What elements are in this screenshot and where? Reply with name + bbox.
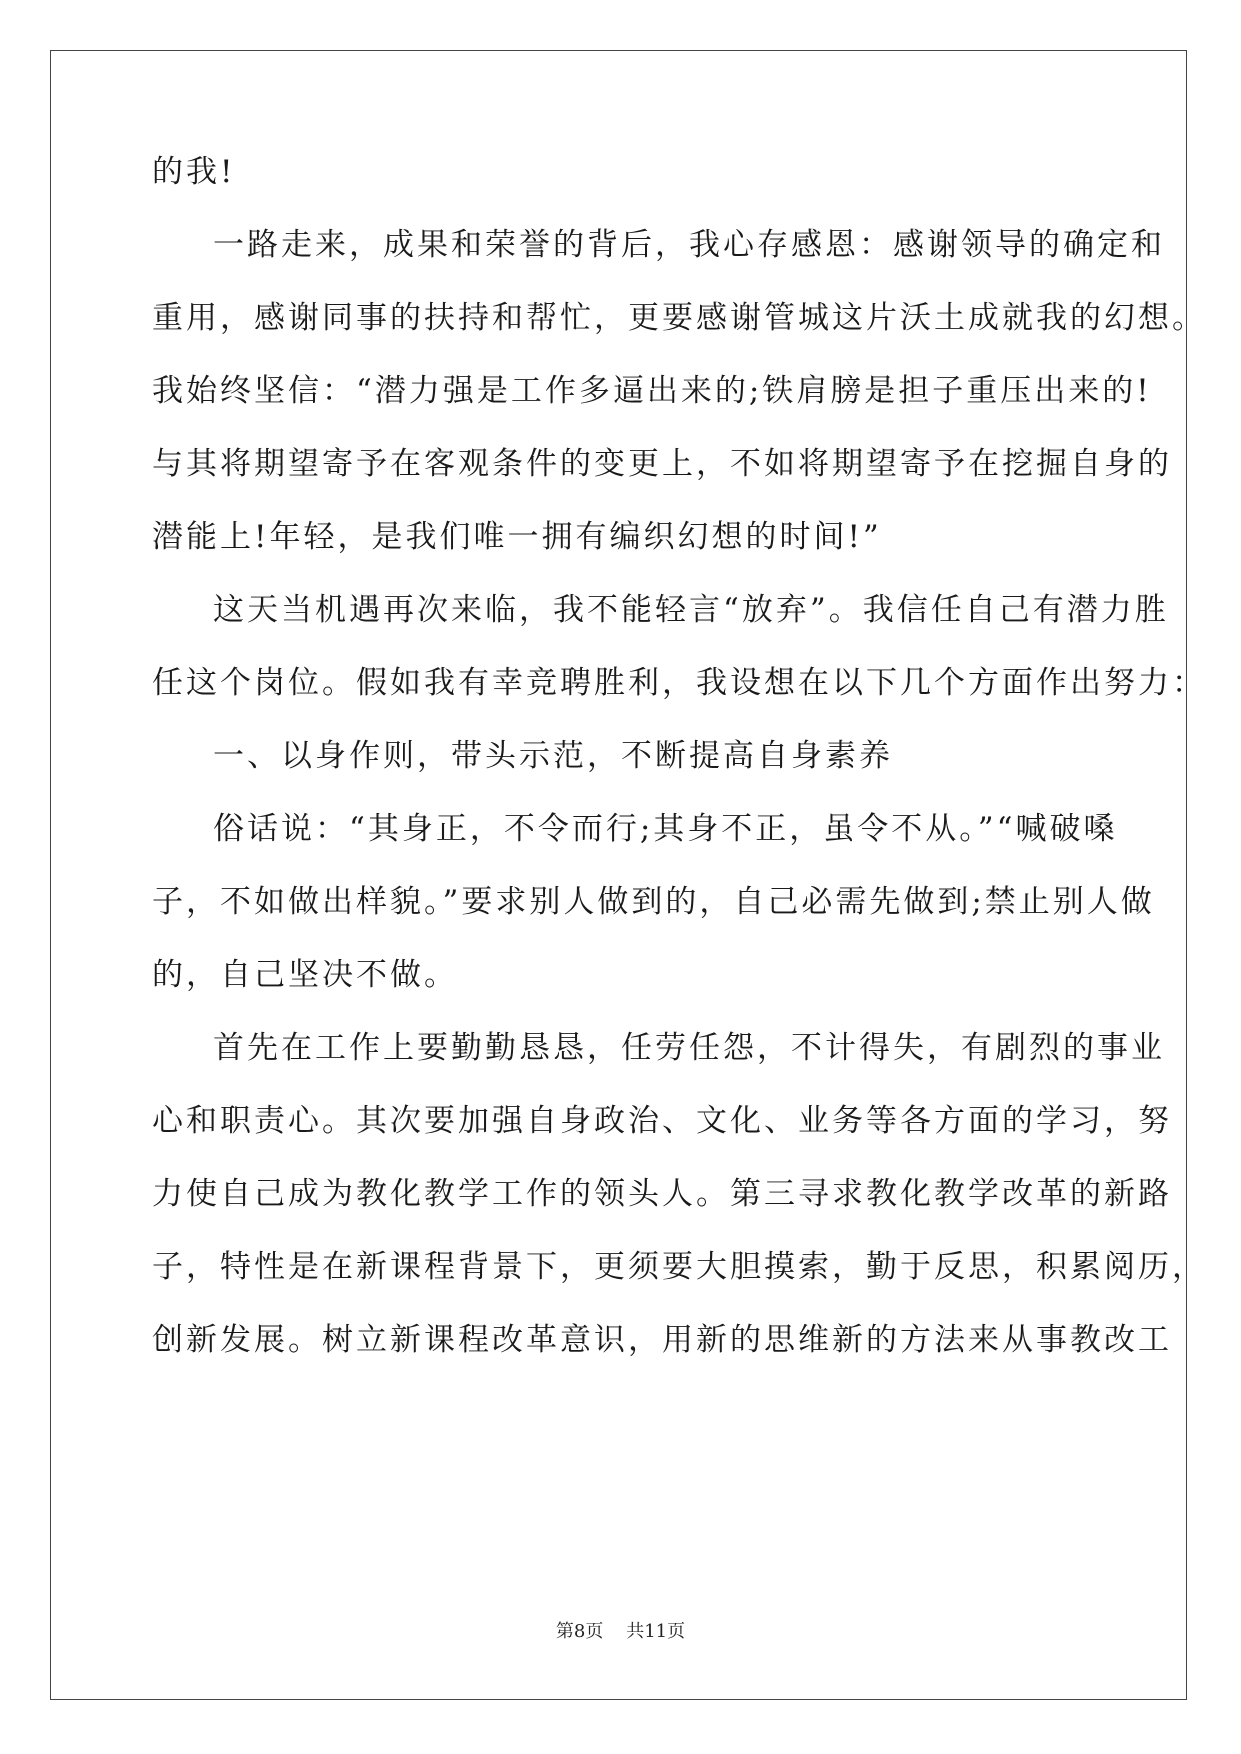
text-line-3: 重用，感谢同事的扶持和帮忙，更要感谢管城这片沃土成就我的幻想。: [152, 300, 1206, 336]
text-line-4: 我始终坚信：“潜力强是工作多逼出来的;铁肩膀是担子重压出来的!: [152, 373, 1152, 409]
text-line-7: 这天当机遇再次来临，我不能轻言“放弃”。我信任自己有潜力胜: [213, 592, 1169, 628]
page-footer: [0, 1620, 1241, 1644]
text-line-12: 的，自己坚决不做。: [152, 957, 458, 993]
page-number: 第8页: [555, 1621, 604, 1642]
text-line-2: 一路走来，成果和荣誉的背后，我心存感恩：感谢领导的确定和: [213, 227, 1165, 263]
page-total: 共11页: [626, 1621, 686, 1642]
text-line-13: 首先在工作上要勤勤恳恳，任劳任怨，不计得失，有剧烈的事业: [213, 1030, 1165, 1066]
text-line-1: 的我!: [152, 154, 236, 190]
text-line-14: 心和职责心。其次要加强自身政治、文化、业务等各方面的学习，努: [152, 1103, 1172, 1139]
text-line-16: 子，特性是在新课程背景下，更须要大胆摸索，勤于反思，积累阅历，: [152, 1249, 1206, 1285]
text-line-17: 创新发展。树立新课程改革意识，用新的思维新的方法来从事教改工: [152, 1322, 1172, 1358]
text-line-15: 力使自己成为教化教学工作的领头人。第三寻求教化教学改革的新路: [152, 1176, 1172, 1212]
text-line-5: 与其将期望寄予在客观条件的变更上，不如将期望寄予在挖掘自身的: [152, 446, 1172, 482]
text-line-11: 子，不如做出样貌。”要求别人做到的，自己必需先做到;禁止别人做: [152, 884, 1155, 920]
text-line-8: 任这个岗位。假如我有幸竞聘胜利，我设想在以下几个方面作出努力：: [152, 665, 1206, 701]
section-heading: 一、以身作则，带头示范，不断提高自身素养: [213, 738, 893, 774]
text-line-10: 俗话说：“其身正，不令而行;其身不正，虽令不从。”“喊破嗓: [213, 811, 1118, 847]
text-line-6: 潜能上!年轻，是我们唯一拥有编织幻想的时间!”: [152, 519, 882, 555]
